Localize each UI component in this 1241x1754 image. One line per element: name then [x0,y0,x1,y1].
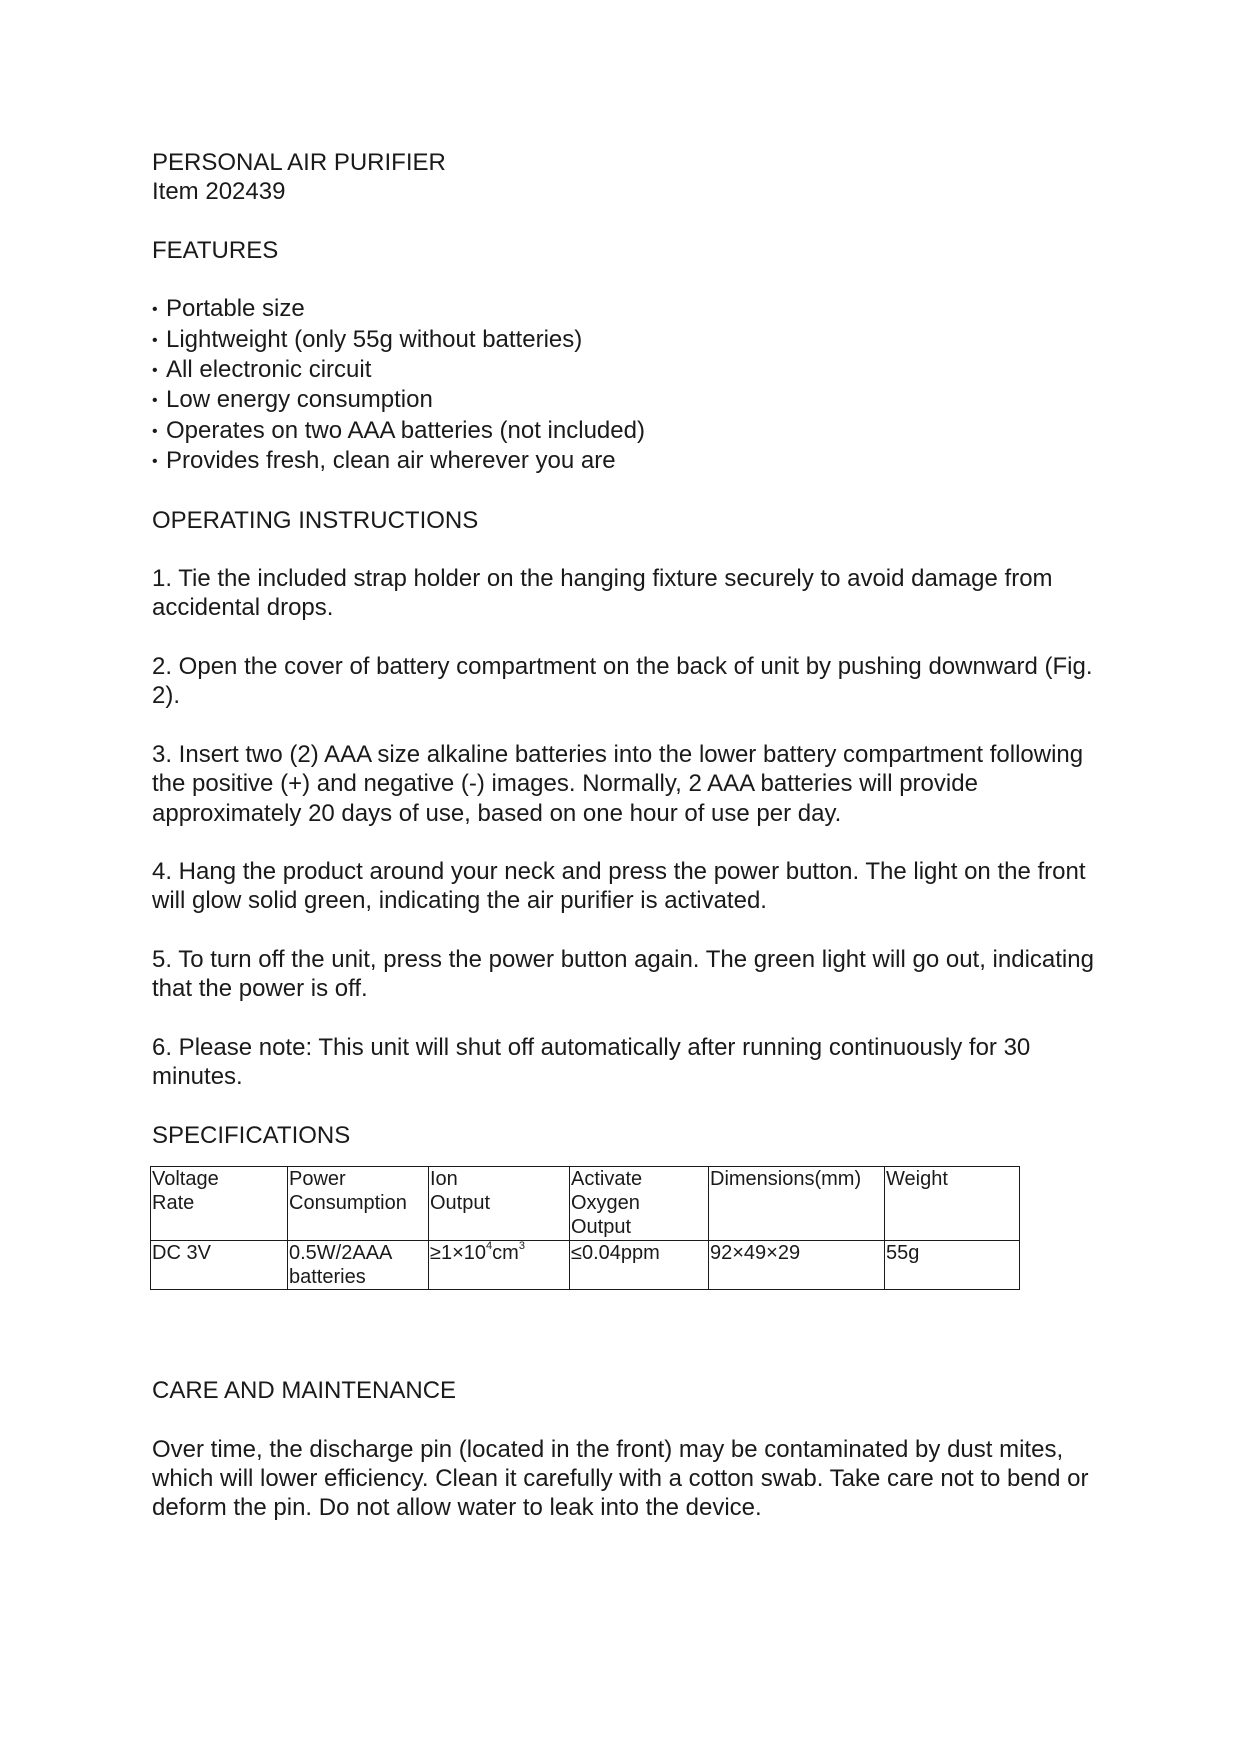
cell-power-consumption: 0.5W/2AAA batteries [288,1241,429,1290]
cell-weight: 55g [885,1241,1020,1290]
care-section [152,1376,1112,1522]
item-number: Item 202439 [152,178,286,206]
feature-item: • Low energy consumption [152,385,1112,415]
header-ion-output: Ion Output [429,1167,570,1241]
bullet-icon: • [152,392,158,410]
bullet-icon: • [152,422,158,440]
feature-item: • Lightweight (only 55g without batteries) [152,325,1112,355]
instruction-step: 6. Please note: This unit will shut off automatically after running continuously for 30 minutes. [152,1033,1031,1091]
features-heading: FEATURES [152,236,279,264]
care-text: Over time, the discharge pin (located in the front) may be contaminated by dust mites, which will lower efficiency. Clean it carefully with a cotton swab. Take care not to bend or deform the pin. Do not allow water to leak into the device. [152,1435,1089,1522]
table-header-row [151,1167,1020,1241]
specifications-table [150,1166,1020,1290]
feature-item: • Operates on two AAA batteries (not included) [152,416,1112,446]
feature-item: • Provides fresh, clean air wherever you are [152,446,1112,476]
document-body [152,148,1112,1150]
features-list [152,294,1112,476]
header-weight: Weight [885,1167,1020,1241]
instruction-step: 3. Insert two (2) AAA size alkaline batteries into the lower battery compartment following the positive (+) and negative (-) images. Normally, 2 AAA batteries will provide approximately 20 days of use, based on one hour of use per day. [152,740,1084,827]
care-heading: CARE AND MAINTENANCE [152,1377,457,1404]
bullet-icon: • [152,452,158,470]
cell-voltage-rate: DC 3V [151,1241,288,1290]
specifications-heading: SPECIFICATIONS [152,1121,351,1149]
bullet-icon: • [152,301,158,319]
header-power-consumption: Power Consumption [288,1167,429,1241]
instruction-step: 1. Tie the included strap holder on the hanging fixture securely to avoid damage from accidental drops. [152,565,1053,622]
cell-dimensions: 92×49×29 [709,1241,885,1290]
instruction-step: 5. To turn off the unit, press the power button again. The green light will go out, indicating that the power is off. [152,946,1094,1003]
operating-instructions-heading: OPERATING INSTRUCTIONS [152,506,479,534]
feature-item: • All electronic circuit [152,355,1112,385]
cell-ion-output: $\ge 1\times 10^4cm^3$ [429,1241,570,1290]
bullet-icon: • [152,331,158,349]
header-activate-oxygen-output: Activate Oxygen Output [570,1167,709,1241]
header-dimensions: Dimensions(mm) [709,1167,885,1241]
instruction-step: 2. Open the cover of battery compartment on the back of unit by pushing downward (Fig. 2). [152,653,1093,710]
feature-item: • Portable size [152,294,1112,324]
instruction-step: 4. Hang the product around your neck and press the power button. The light on the front will glow solid green, indicating the air purifier is activated. [152,858,1086,915]
instruction-steps [152,564,1112,1121]
table-row [151,1241,1020,1290]
document-title: PERSONAL AIR PURIFIER [152,149,446,176]
bullet-icon: • [152,362,158,380]
cell-activate-oxygen-output: ≤0.04ppm [570,1241,709,1290]
header-voltage-rate: Voltage Rate [151,1167,288,1241]
